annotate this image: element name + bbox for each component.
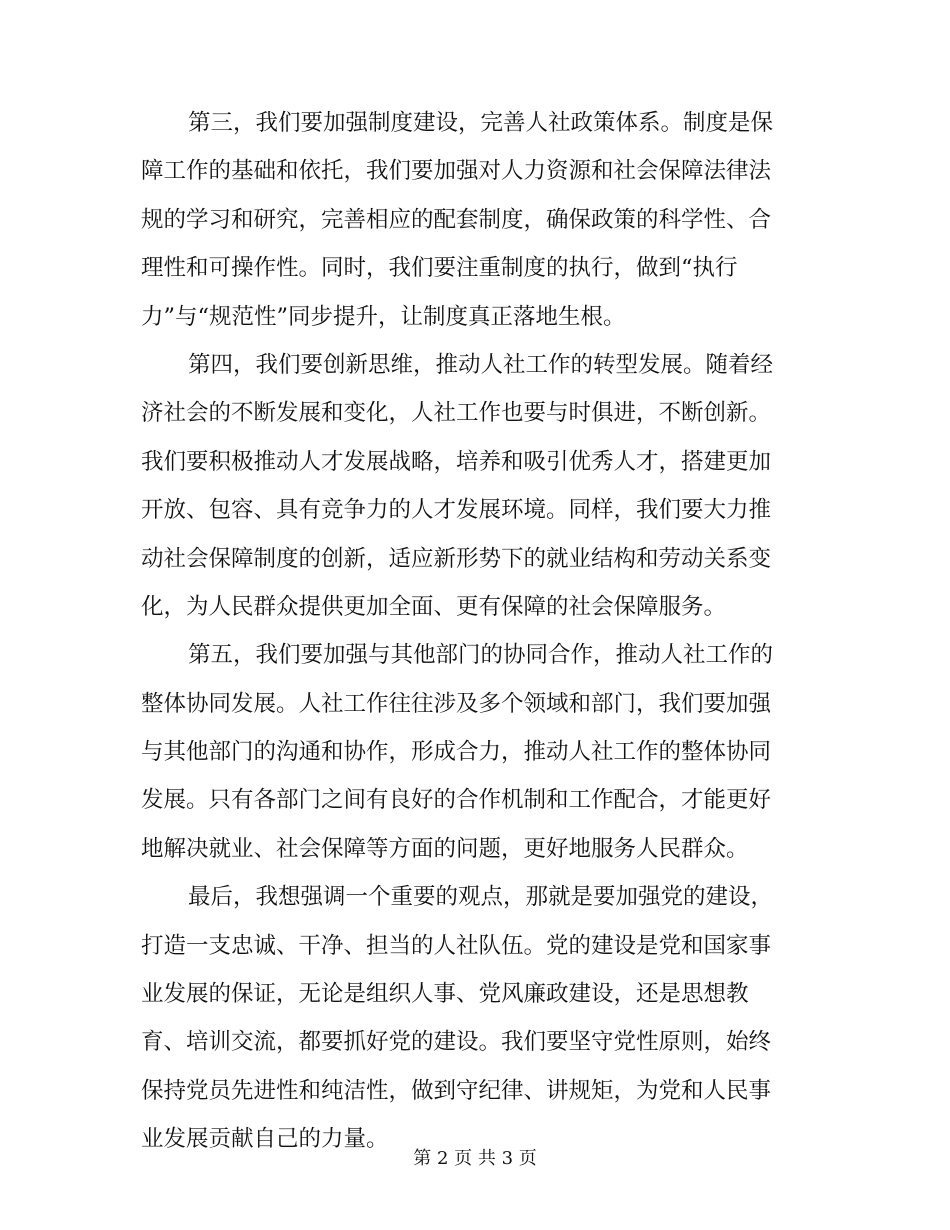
paragraph-line: 化，为人民群众提供更加全面、更有保障的社会保障服务。	[141, 593, 727, 620]
paragraph-4	[141, 873, 811, 1163]
paragraph-line: 济社会的不断发展和变化，人社工作也要与时俱进，不断创新。	[141, 400, 772, 427]
paragraph-line: 与其他部门的沟通和协作，形成合力，推动人社工作的整体协同	[141, 739, 772, 766]
paragraph-line: 理性和可操作性。同时，我们要注重制度的执行，做到“执行	[141, 255, 738, 282]
paragraph-line: 育、培训交流，都要抓好党的建设。我们要坚守党性原则，始终	[141, 1029, 772, 1056]
paragraph-line: 整体协同发展。人社工作往往涉及多个领域和部门，我们要加强	[141, 690, 772, 717]
paragraph-line: 第三，我们要加强制度建设，完善人社政策体系。制度是保	[188, 110, 774, 136]
paragraph-line: 第四，我们要创新思维，推动人社工作的转型发展。随着经	[188, 351, 774, 378]
paragraph-line: 障工作的基础和依托，我们要加强对人力资源和社会保障法律法	[141, 158, 772, 185]
paragraph-line: 力”与“规范性”同步提升，让制度真正落地生根。	[141, 303, 626, 330]
paragraph-line: 最后，我想强调一个重要的观点，那就是要加强党的建设，	[188, 884, 774, 911]
paragraph-line: 打造一支忠诚、干净、担当的人社队伍。党的建设是党和国家事	[141, 932, 772, 959]
paragraph-line: 开放、包容、具有竞争力的人才发展环境。同样，我们要大力推	[141, 497, 772, 524]
paragraph-line: 地解决就业、社会保障等方面的问题，更好地服务人民群众。	[141, 835, 749, 862]
paragraph-line: 规的学习和研究，完善相应的配套制度，确保政策的科学性、合	[141, 206, 772, 233]
paragraph-line: 动社会保障制度的创新，适应新形势下的就业结构和劳动关系变	[141, 545, 772, 572]
page-number-footer: 第 2 页 共 3 页	[413, 1148, 537, 1169]
paragraph-1	[141, 99, 811, 341]
paragraph-line: 业发展的保证，无论是组织人事、党风廉政建设，还是思想教	[141, 981, 749, 1008]
body-text	[141, 99, 811, 1164]
paragraph-line: 业发展贡献自己的力量。	[141, 1126, 389, 1153]
paragraph-2	[141, 341, 811, 631]
paragraph-line: 第五，我们要加强与其他部门的协同合作，推动人社工作的	[188, 642, 774, 669]
paragraph-line: 我们要积极推动人才发展战略，培养和吸引优秀人才，搭建更加	[141, 448, 772, 475]
paragraph-3	[141, 631, 811, 873]
paragraph-line: 发展。只有各部门之间有良好的合作机制和工作配合，才能更好	[141, 787, 772, 814]
paragraph-line: 保持党员先进性和纯洁性，做到守纪律、讲规矩，为党和人民事	[141, 1077, 772, 1104]
